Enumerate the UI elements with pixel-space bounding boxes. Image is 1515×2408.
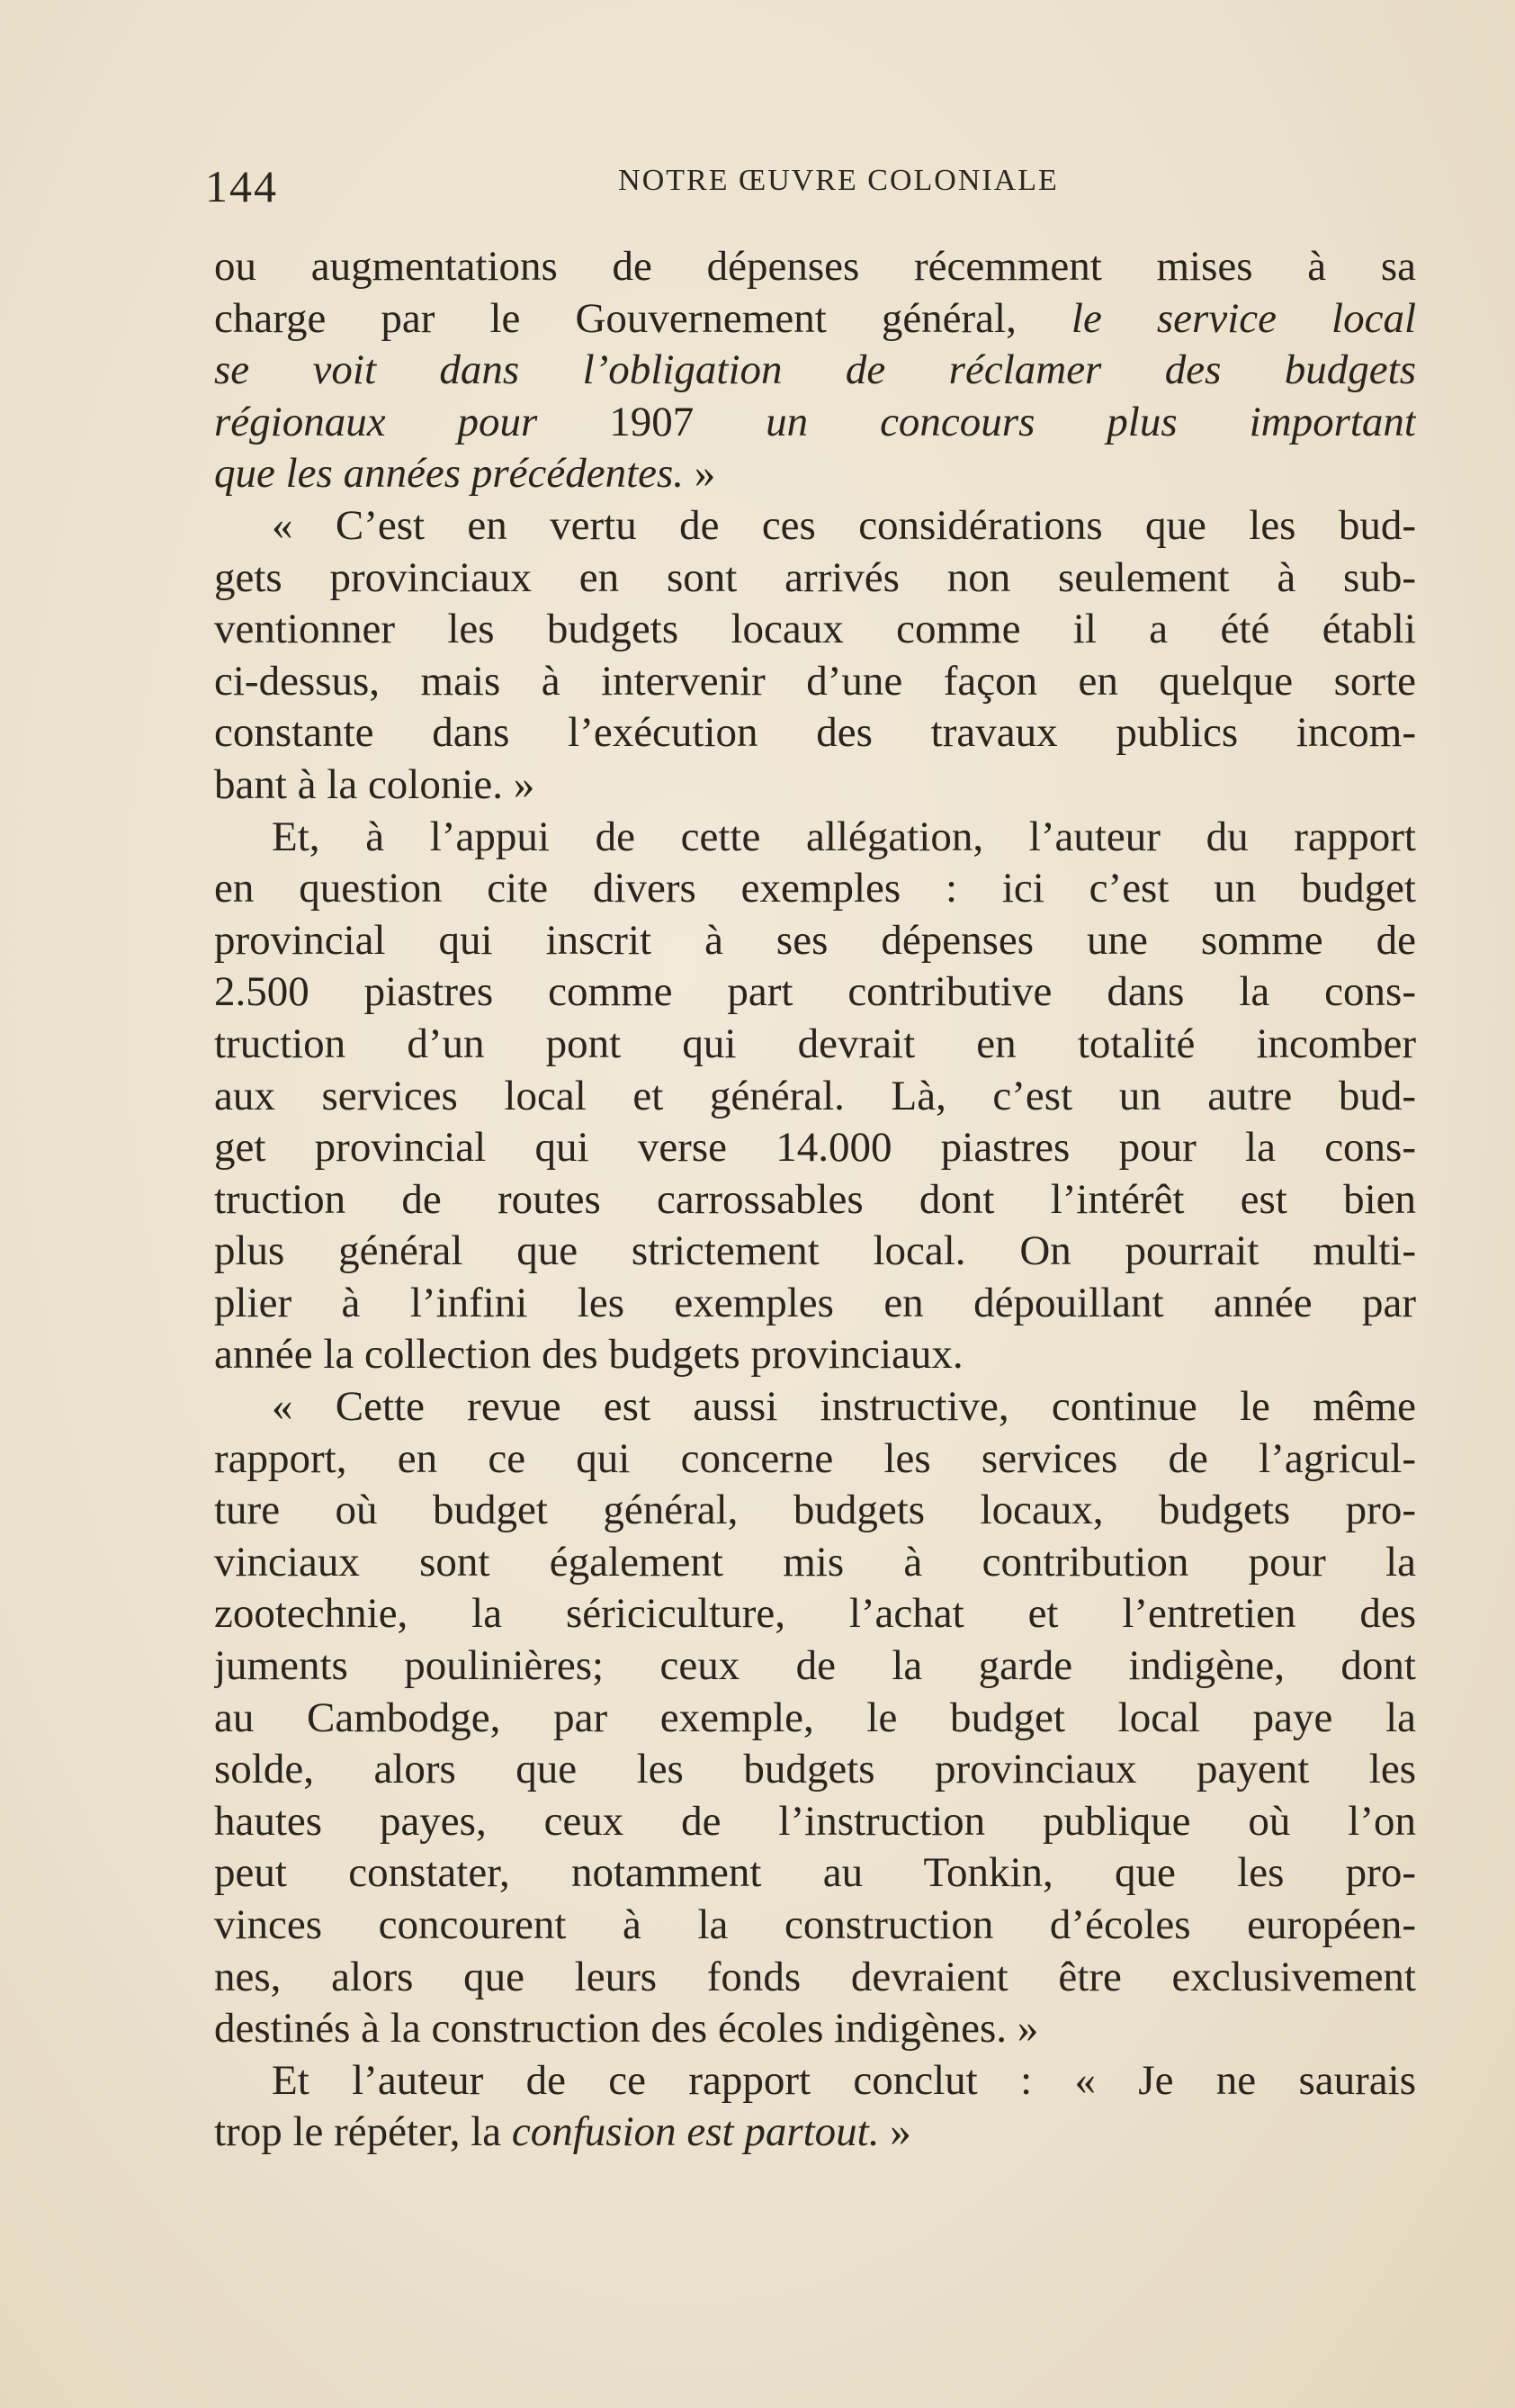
text-line: truction d’un pont qui devrait en totalité incomber bbox=[214, 1020, 1416, 1067]
text-line: zootechnie, la sériciculture, l’achat et l’entretien des bbox=[214, 1590, 1416, 1638]
running-head bbox=[205, 155, 1418, 209]
text-line: Et, à l’appui de cette allégation, l’auteur du rapport bbox=[272, 813, 1416, 860]
text-line: aux services local et général. Là, c’est un autre bud- bbox=[214, 1072, 1416, 1119]
text-line: année la collection des budgets provinciaux. bbox=[214, 1331, 964, 1379]
text-line: juments poulinières; ceux de la garde indigène, dont bbox=[214, 1642, 1416, 1690]
text-line: ture où budget général, budgets locaux, budgets pro- bbox=[214, 1487, 1416, 1534]
text-line: « C’est en vertu de ces considérations que les bud- bbox=[272, 501, 1416, 549]
text-line: hautes payes, ceux de l’instruction publique où l’on bbox=[214, 1797, 1416, 1845]
italic-text: le service local bbox=[1071, 294, 1416, 342]
text-line: constante dans l’exécution des travaux publics incom- bbox=[214, 709, 1416, 757]
text-line: plus général que strictement local. On pourrait multi- bbox=[214, 1227, 1416, 1275]
text-line: bant à la colonie. » bbox=[214, 760, 535, 808]
italic-text: régionaux pour bbox=[214, 398, 610, 445]
italic-text: confusion est partout. bbox=[511, 2108, 880, 2156]
text-line: que les années précédentes. » bbox=[214, 450, 716, 498]
text-line: rapport, en ce qui concerne les services de l’agricul- bbox=[214, 1434, 1416, 1482]
text-line: trop le répéter, la confusion est partout. » bbox=[214, 2108, 911, 2156]
text-line: get provincial qui verse 14.000 piastres pour la cons- bbox=[214, 1124, 1416, 1172]
text-line: provincial qui inscrit à ses dépenses une somme de bbox=[214, 916, 1416, 964]
text-line: charge par le Gouvernement général, le service local bbox=[214, 294, 1416, 342]
text-line: régionaux pour 1907 un concours plus important bbox=[214, 398, 1416, 445]
text-line: 2.500 piastres comme part contributive dans la cons- bbox=[214, 968, 1416, 1016]
text-line: solde, alors que les budgets provinciaux payent les bbox=[214, 1746, 1416, 1793]
text-line: gets provinciaux en sont arrivés non seulement à sub- bbox=[214, 553, 1416, 601]
text-line: ou augmentations de dépenses récemment mises à sa bbox=[214, 243, 1416, 290]
text-line: ci-dessus, mais à intervenir d’une façon en quelque sorte bbox=[214, 657, 1416, 705]
italic-text: que les années précédentes. bbox=[214, 450, 685, 498]
text-line: truction de routes carrossables dont l’intérêt est bien bbox=[214, 1175, 1416, 1223]
text-line: en question cite divers exemples : ici c’est un budget bbox=[214, 865, 1416, 912]
italic-text: un concours plus important bbox=[694, 398, 1416, 445]
text-line bbox=[214, 345, 1416, 397]
running-title: NOTRE ŒUVRE COLONIALE bbox=[618, 164, 1059, 197]
text-line: peut constater, notamment au Tonkin, que les pro- bbox=[214, 1849, 1416, 1897]
body-text bbox=[214, 241, 1416, 2159]
text-line: « Cette revue est aussi instructive, continue le même bbox=[272, 1383, 1416, 1431]
text-line: destinés à la construction des écoles indigènes. » bbox=[214, 2005, 1039, 2053]
text-line: vinces concourent à la construction d’écoles européen- bbox=[214, 1901, 1416, 1948]
text-line: plier à l’infini les exemples en dépouillant année par bbox=[214, 1279, 1416, 1326]
text-line: nes, alors que leurs fonds devraient être exclusivement bbox=[214, 1953, 1416, 2000]
text-line: au Cambodge, par exemple, le budget local paye la bbox=[214, 1694, 1416, 1741]
text-line: vinciaux sont également mis à contribution pour la bbox=[214, 1538, 1416, 1586]
text-line: ventionner les budgets locaux comme il a été établi bbox=[214, 606, 1416, 653]
text-line: Et l’auteur de ce rapport conclut : « Je ne saurais bbox=[272, 2056, 1416, 2104]
italic-text: se voit dans l’obligation de réclamer des budgets bbox=[214, 346, 1416, 394]
page-number: 144 bbox=[205, 161, 278, 211]
